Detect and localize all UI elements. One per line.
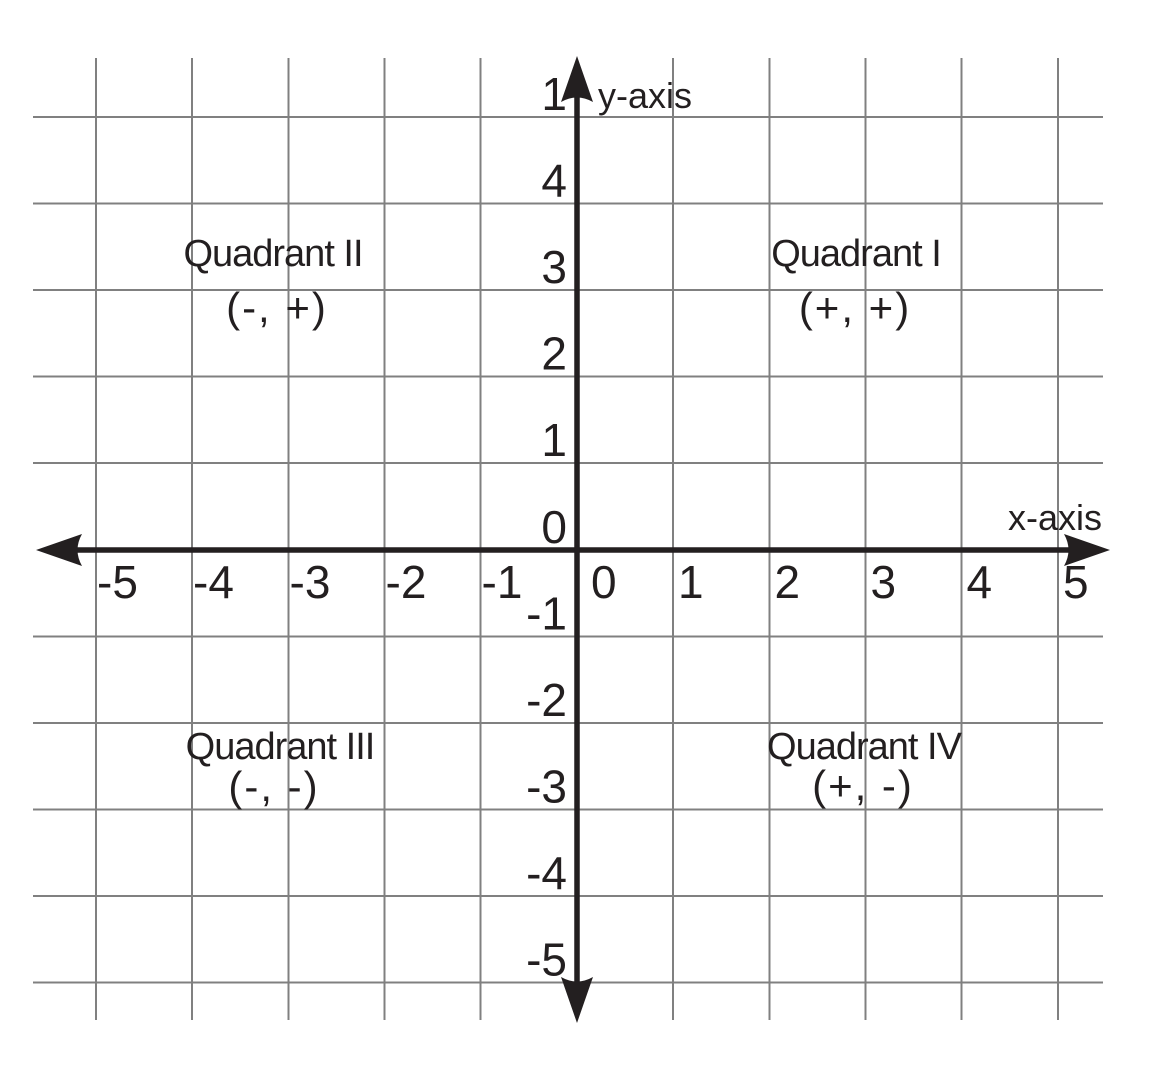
y-tick-label: -4: [526, 847, 567, 899]
quadrant-1-signs: (+, +): [798, 284, 912, 331]
x-tick-label: -1: [481, 556, 523, 608]
y-tick-label: -3: [526, 760, 567, 813]
y-tick-label: 0: [541, 501, 567, 553]
y-axis-tick-labels: [526, 68, 567, 986]
y-tick-label: 1: [541, 414, 567, 466]
x-axis-tick-labels: [97, 556, 1089, 608]
y-tick-label: -5: [526, 933, 567, 986]
quadrant-3-name: Quadrant III: [185, 726, 375, 768]
x-tick-label: 3: [870, 556, 897, 608]
quadrant-4-signs: (+, -): [812, 762, 914, 809]
x-tick-label: -2: [385, 556, 427, 608]
x-tick-label: -5: [97, 556, 138, 608]
y-tick-label: 2: [541, 327, 567, 380]
y-tick-label: 3: [541, 241, 567, 293]
y-axis-title: y-axis: [598, 75, 693, 116]
x-tick-label: 5: [1063, 556, 1089, 608]
x-tick-label: -4: [193, 556, 234, 608]
y-tick-label: 1: [541, 68, 567, 120]
quadrant-2-signs: (-, +): [226, 284, 328, 331]
x-axis-left-arrow-icon: [36, 534, 82, 566]
x-tick-label: 2: [774, 556, 801, 608]
y-tick-label: 4: [541, 154, 567, 207]
x-tick-label: 1: [678, 556, 704, 608]
y-tick-label: -1: [526, 587, 567, 640]
grid-lines: [33, 58, 1103, 1020]
quadrant-4-name: Quadrant IV: [767, 726, 961, 768]
quadrant-2-name: Quadrant II: [183, 233, 363, 275]
y-tick-label: -2: [526, 674, 567, 726]
quadrant-1-name: Quadrant I: [771, 233, 941, 275]
x-tick-label: -3: [289, 556, 331, 608]
x-tick-label: 4: [966, 556, 993, 608]
x-axis-title: x-axis: [1008, 497, 1103, 538]
quadrant-3-signs: (-, -): [228, 763, 320, 810]
x-tick-label: 0: [591, 556, 617, 608]
